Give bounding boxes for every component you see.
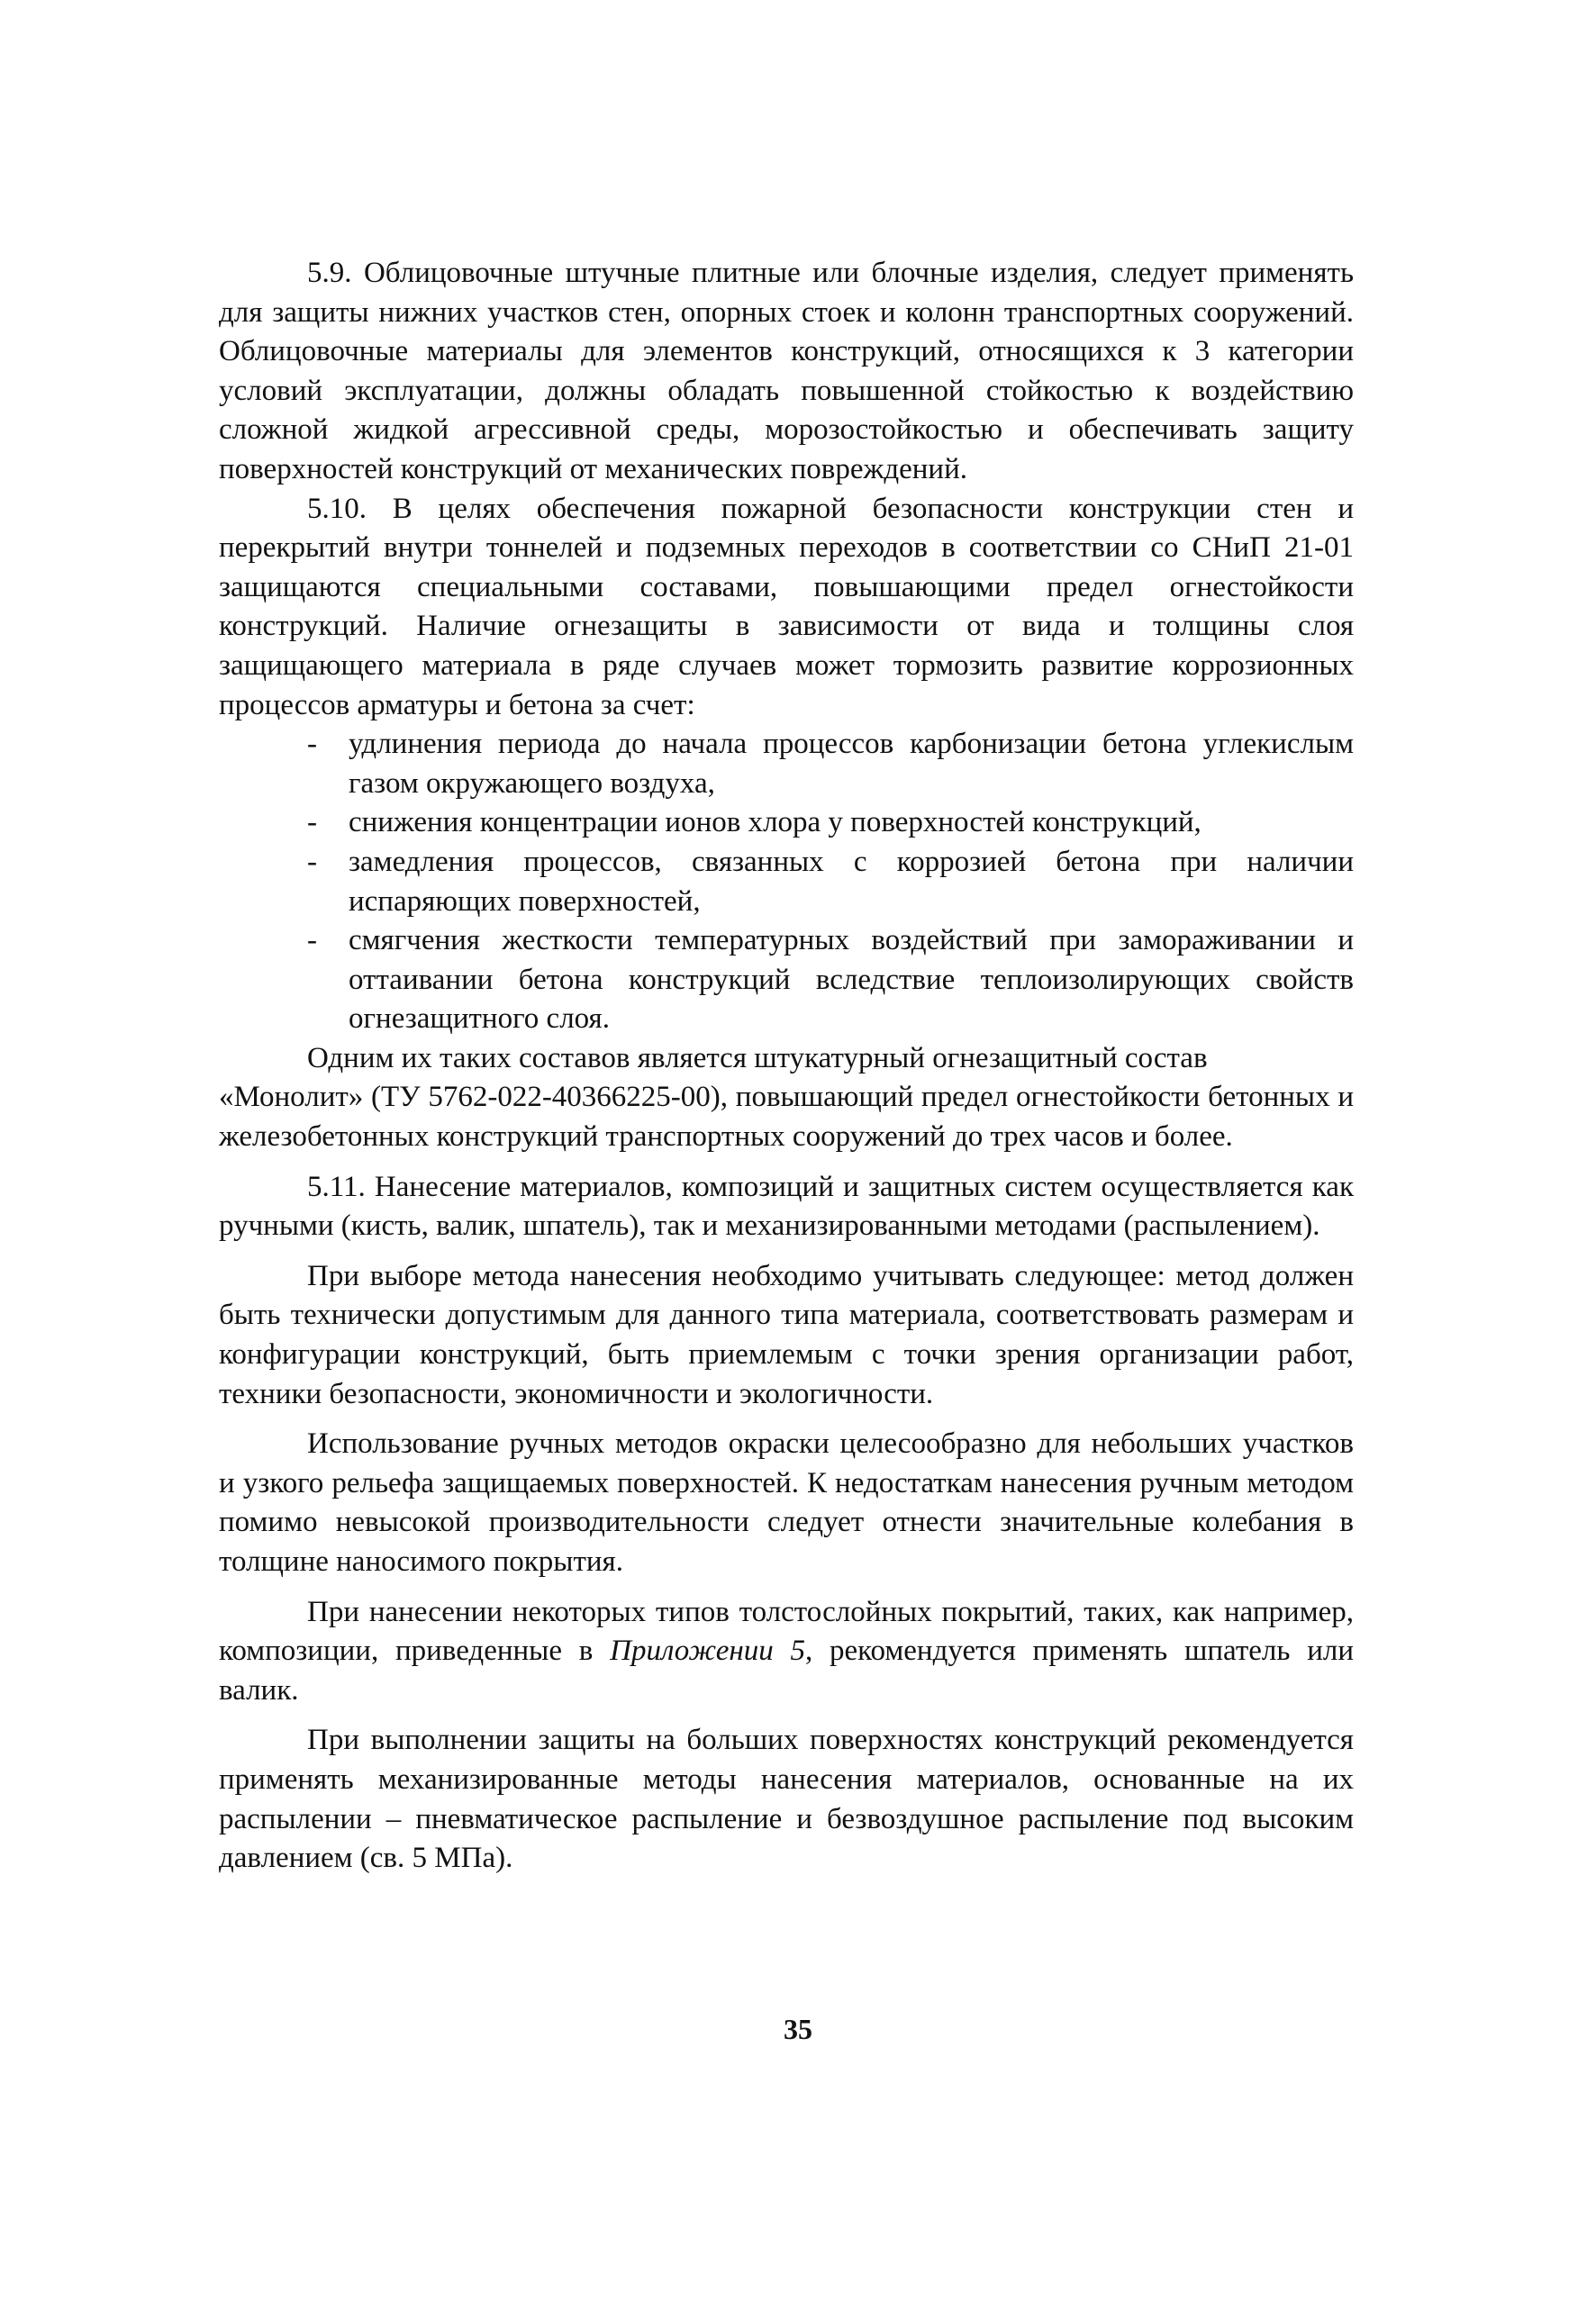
list-item <box>219 843 1354 921</box>
thick-coatings-text-start: При нанесении некоторых типов толстослойных покрытий, таких, как например, композиции, приведенные в <box>219 1595 1354 1668</box>
list-item <box>219 725 1354 803</box>
paragraph-5-9: 5.9. Облицовочные штучные плитные или блочные изделия, следует применять для защиты нижних участков стен, опорных стоек и колонн транспортных сооружений. Облицовочные материалы для элементов конструкций, относящихся к 3 категории условий эксплуатации, должны обладать повышенной стойкостью к воздействию сложной жидкой агрессивной среды, морозостойкостью и обеспечивать защиту поверхностей конструкций от механических повреждений. <box>219 257 1354 485</box>
list-dash: - <box>307 845 317 878</box>
list-dash: - <box>307 924 317 957</box>
page-number: 35 <box>784 2013 812 2045</box>
paragraph-5-11: 5.11. Нанесение материалов, композиций и защитных систем осуществляется как ручными (кисть, валик, шпатель), так и механизированными методами (распылением). <box>219 1170 1354 1243</box>
paragraph-manual-methods: Использование ручных методов окраски целесообразно для небольших участков и узкого рельефа защищаемых поверхностей. К недостаткам нанесения ручным методом помимо невысокой производительности следует отнести значительные колебания в толщине наносимого покрытия. <box>219 1427 1354 1578</box>
appendix-reference: Приложении 5 <box>610 1635 805 1668</box>
list-item-text: смягчения жесткости температурных воздействий при замораживании и оттаивании бетона конструкций вследствие теплоизолирующих свойств огнезащитного слоя. <box>349 924 1354 1036</box>
paragraph-large-surfaces: При выполнении защиты на больших поверхностях конструкций рекомендуется применять механизированные методы нанесения материалов, основанные на их распылении – пневматическое распыление и безвоздушное распыление под высоким давлением (св. 5 МПа). <box>219 1724 1354 1875</box>
list-item-text: замедления процессов, связанных с коррозией бетона при наличии испаряющих поверхностей, <box>349 845 1354 918</box>
list-item-text: удлинения периода до начала процессов карбонизации бетона углекислым газом окружающего воздуха, <box>349 728 1354 800</box>
list-item-text: снижения концентрации ионов хлора у поверхностей конструкций, <box>349 806 1202 839</box>
dash-list <box>219 725 1354 1039</box>
paragraph-5-10: 5.10. В целях обеспечения пожарной безопасности конструкции стен и перекрытий внутри тоннелей и подземных переходов в соответствии со СНиП 21-01 защищаются специальными составами, повышающими предел огнестойкости конструкций. Наличие огнезащиты в зависимости от вида и толщины слоя защищающего материала в ряде случаев может тормозить развитие коррозионных процессов арматуры и бетона за счет: <box>219 492 1354 721</box>
paragraph-monolit: «Монолит» (ТУ 5762-022-40366225-00), повышающий предел огнестойкости бетонных и железобетонных конструкций транспортных сооружений до трех часов и более. <box>219 1081 1354 1154</box>
paragraph-method-choice: При выборе метода нанесения необходимо учитывать следующее: метод должен быть технически допустимым для данного типа материала, соответствовать размерам и конфигурации конструкций, быть приемлемым с точки зрения организации работ, техники безопасности, экономичности и экологичности. <box>219 1259 1354 1410</box>
paragraph-monolit-first-line: Одним их таких составов является штукатурный огнезащитный состав <box>307 1041 1208 1074</box>
document-body <box>219 254 1354 1879</box>
list-dash: - <box>307 728 317 761</box>
list-item <box>219 803 1354 843</box>
list-dash: - <box>307 806 317 839</box>
paragraph-thick-coatings <box>219 1593 1354 1711</box>
list-item <box>219 921 1354 1039</box>
thick-coatings-text-end: , рекомендуется применять шпатель или валик. <box>219 1635 1354 1707</box>
